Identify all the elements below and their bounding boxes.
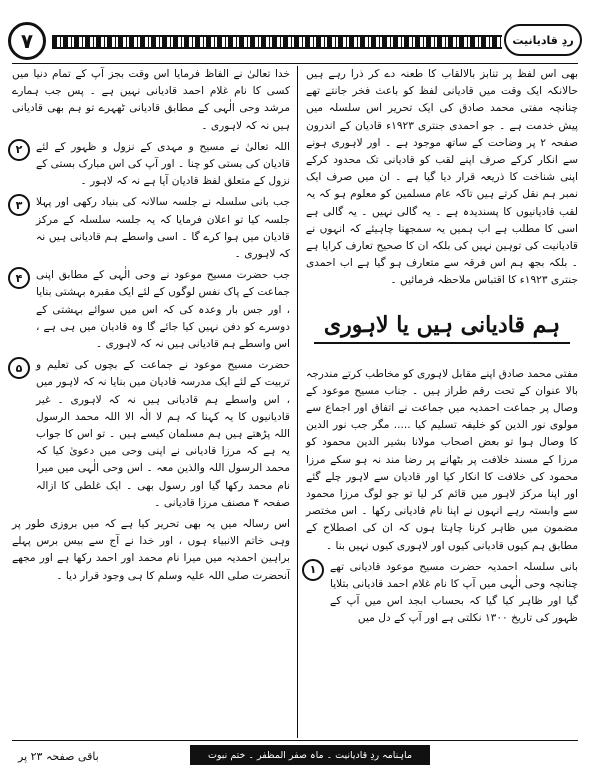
item-text: حضرت مسیح موعود نے جماعت کے بچوں کی تعلیم و تربیت کے لئے ایک مدرسہ قادیان میں بنایا نہ کہ لاہور میں ، اس واسطے ہم قادیانی ہیں نہ کہ لاہوری ۔ غیر قادیانیوں کا یہ کہنا کہ ہم لا الٰہ الا اللہ محمد الرسول اللہ پڑھتے ہیں ہم مسلمان کیسے ہیں ۔ تو اس کا جواب یہ ہے کہ مرزا قادیانی نے اپنی وحی میں دعویٰ کیا کہ محمد الرسول اللہ والذین معہ ۔ اس وحی الٰہی میں میرا نام محمد رکھا گیا اور رسول بھی ۔ ایک غلطی کا ازالہ صفحہ ۴ مصنف مرزا قادیانی ۔	[36, 359, 290, 509]
list-item	[12, 139, 290, 191]
item-number-badge: ۴	[8, 267, 30, 289]
article-heading-box	[306, 300, 578, 356]
bottom-rule	[12, 740, 578, 741]
item-number-badge: ۳	[8, 194, 30, 216]
item-text: جب حضرت مسیح موعود نے وحی الٰہی کے مطابق اپنی جماعت کے پاک نفس لوگوں کے لئے ایک مقبرہ بہشتی بنایا ، اور جس بار وعدہ کی کہ اس میں سوائے بہشتی کے دوسرے کو دفن نہیں کیا جائے گا وہ قادیان میں ہی ہے ، اس واسطے ہم قادیانی ہیں نہ کہ لاہوری ۔	[36, 269, 290, 351]
right-column	[306, 66, 578, 738]
top-rule	[12, 63, 578, 64]
magazine-title-badge: ردِ قادیانیت	[504, 24, 582, 56]
list-item	[12, 267, 290, 353]
page-header	[8, 22, 582, 60]
list-item	[12, 194, 290, 263]
right-body-paragraph: مفتی محمد صادق اپنے مقابل لاہوری کو مخاطب کرتے مندرجہ بالا عنوان کے تحت رقم طراز ہیں ۔ جناب مسیح موعود کے وصال پر جماعت احمدیہ میں جماعت نے اتفاق اور اجماع سے مولوی نور الدین کو خلیفہ تسلیم کیا ..... مگر جب نور الدین کا وصال ہوا تو بعض اصحاب مولانا بشیر الدین محمود کو مرزا کے مسند خلافت پر بٹھانے پر رضا مند نہ ہو سکے مرزا محمود کی خلافت کا انکار کیا اور قادیان سے لاہور چلے گئے اور اپنا مرکز لاہور میں قائم کر لیا تو جو لوگ مرزا محمود سے وابستہ رہے انہوں نے اپنا نام قادیانی رکھا ۔ اس مختصر مضمون میں ظاہر کرنا چاہتا ہوں کہ ان کی اصطلاح کے مطابق ہم کیوں قادیانی کیوں اور لاہوری کیوں نہیں بنا ۔	[306, 367, 578, 552]
list-item	[12, 357, 290, 512]
list-item	[306, 559, 578, 628]
item-text: اللہ تعالیٰ نے مسیح و مہدی کے نزول و ظہور کے لئے قادیان کی بستی کو چنا ۔ اور آپ کی اس مبارک بستی کے نزول کے متعلق لفظ قادیان آیا ہے نہ کہ لاہور ۔	[36, 140, 290, 188]
column-divider	[297, 66, 298, 738]
item-number-badge: ۲	[8, 139, 30, 161]
continued-note: باقی صفحہ ۲۳ پر	[18, 750, 99, 763]
page-number: ۷	[8, 22, 46, 60]
right-top-paragraph: بھی اس لفظ پر تنابز بالالقاب کا طعنہ دے کر ذرا رہے ہیں حالانکہ ایک وقت میں قادیانی لفظ کو باعث فخر جانتے تھے چنانچہ مفتی محمد صادق کی ایک تحریر اس سلسلہ میں پیش خدمت ہے ۔ جو احمدی جنتری ۱۹۲۳ء قادیان کے اندرون صفحہ ۲ پر وضاحت کے ساتھ موجود ہے ۔ اور لاہوری ہونے سے انکار کرکے صرف اپنے لقب کو قادیانی تک محدود کرکے اپنی شناخت کا ذریعہ قرار دیا گیا ہے ۔ ان میں صرف ایک نمبر ہم نقل کرتے ہیں تاکہ عام مسلمین کو معلوم ہو کہ یہ لقب قادیانیوں کا پسندیدہ ہے ۔ یہ گالی نہیں ۔ یہ گالی ہے اسی کا مطلب ہے اب ہمیں یہ سمجھنا چاہیئے کہ انہوں نے قادیانیت کی توہین نہیں کی بلکہ ان کا صحیح تعارف کرایا ہے ۔ بلکہ بجھ ہم اس فرقہ سے متعارف ہو گیا ہے اب احمدی جنتری ۱۹۲۳ء کا اقتباس ملاحظہ فرمائیں ۔	[306, 68, 578, 287]
left-closing-paragraph: اس رسالہ میں یہ بھی تحریر کیا ہے کہ میں بروزی طور پر وہی خاتم الانبیاء ہوں ، اور خدا نے آج سے بیس برس پہلے براہین احمدیہ میں میرا نام محمد اور احمد رکھا ہے اور مجھے آنحضرت صلی اللہ علیہ وسلم کا ہی وجود قرار دیا ۔	[12, 518, 290, 582]
footer-banner: ماہنامہ ردِ قادیانیت ۔ ماہ صفر المظفر ۔ ختم نبوت	[190, 745, 430, 765]
decorative-border	[52, 35, 502, 49]
item-text: بانی سلسلہ احمدیہ حضرت مسیح موعود قادیانی تھے چنانچہ وحی الٰہی میں آپ کا نام غلام احمد قادیانی بتلایا گیا اور ظاہر کیا گیا کہ بحساب ابجد اس میں آپ کے ظہور کی تاریخ ۱۳۰۰ نکلتی ہے اور آپ کے دل میں	[330, 560, 578, 625]
left-intro-paragraph: خدا تعالیٰ نے الفاظ فرمایا اس وقت بجز آپ کے تمام دنیا میں کسی کا نام غلام احمد قادیانی نہیں ہے ۔ پس جب ہمارے مرشد وحی الٰہی کے مطابق قادیانی ٹھہرے تو ہم بھی قادیانی ہیں نہ کہ لاہوری ۔	[12, 68, 290, 132]
item-number-badge: ۵	[8, 357, 30, 379]
left-column	[12, 66, 290, 738]
item-number-badge: ۱	[302, 559, 324, 581]
item-text: جب بانی سلسلہ نے جلسہ سالانہ کی بنیاد رکھی اور پہلا جلسہ کیا تو اعلان فرمایا کہ یہ جلسہ سلسلہ کے مرکز قادیان میں ہوا کرے گا ۔ اسی واسطے ہم قادیانی ہیں نہ کہ لاہوری ۔	[36, 196, 290, 261]
article-heading: ہم قادیانی ہیں یا لاہوری	[314, 312, 570, 344]
